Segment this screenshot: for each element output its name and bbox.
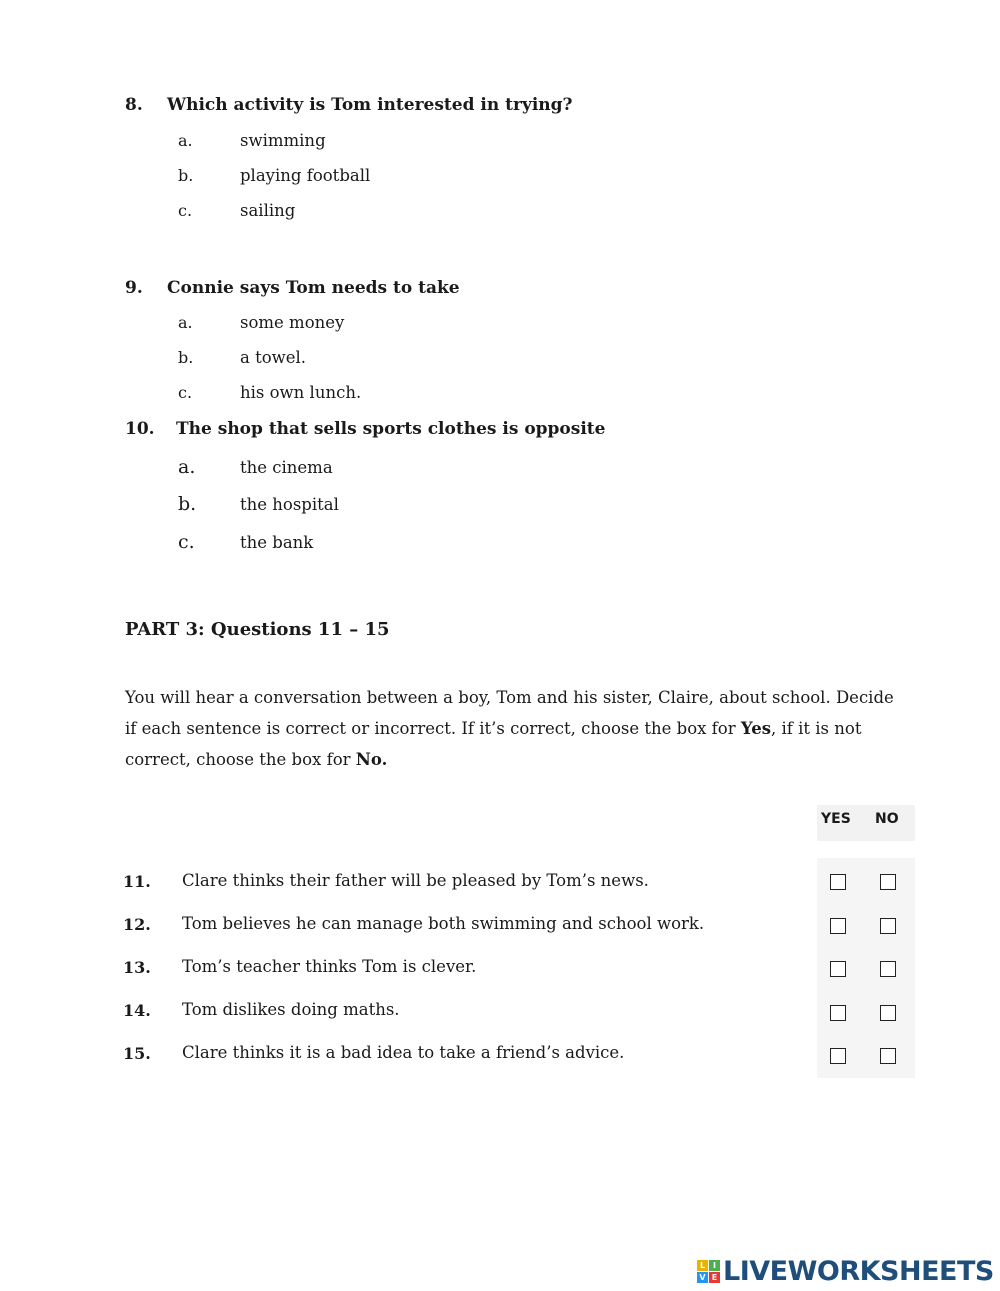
logo-mark-i: I <box>709 1260 720 1271</box>
statement-13-text: Tom’s teacher thinks Tom is clever. <box>182 957 477 976</box>
statement-13-yes-checkbox[interactable] <box>830 961 846 977</box>
question-10-text: The shop that sells sports clothes is opposite <box>176 419 606 439</box>
question-8-text: Which activity is Tom interested in trying? <box>167 95 573 115</box>
instructions-text-1: You will hear a conversation between a boy, Tom and his sister, Claire, about school. Decide if each sentence is correct or incorrect. If it’s correct, choose the box for <box>125 688 894 738</box>
statement-12-no-checkbox[interactable] <box>880 918 896 934</box>
question-9-text: Connie says Tom needs to take <box>167 278 460 298</box>
statement-15-text: Clare thinks it is a bad idea to take a friend’s advice. <box>182 1043 625 1062</box>
statement-11-text: Clare thinks their father will be pleased by Tom’s news. <box>182 871 649 890</box>
statement-13-no-checkbox[interactable] <box>880 961 896 977</box>
statement-15-yes-checkbox[interactable] <box>830 1048 846 1064</box>
liveworksheets-logo <box>697 1256 994 1286</box>
question-9-option-b-letter: b. <box>178 348 194 367</box>
question-10-option-a-letter: a. <box>178 456 196 478</box>
instructions-yes-word: Yes <box>740 719 771 738</box>
question-8-option-a-letter: a. <box>178 131 193 150</box>
no-column-label: NO <box>875 811 899 827</box>
question-10-number: 10. <box>125 419 155 439</box>
logo-mark-e: E <box>709 1272 720 1283</box>
question-9-option-b[interactable]: a towel. <box>240 348 307 367</box>
liveworksheets-logo-text: LIVEWORKSHEETS <box>723 1255 994 1287</box>
statement-15-no-checkbox[interactable] <box>880 1048 896 1064</box>
question-9-option-a[interactable]: some money <box>240 313 345 332</box>
question-10-option-b[interactable]: the hospital <box>240 495 339 514</box>
statement-11-number: 11. <box>123 872 151 891</box>
question-9-number: 9. <box>125 278 143 298</box>
question-10-option-b-letter: b. <box>178 493 197 515</box>
question-8-option-b[interactable]: playing football <box>240 166 371 185</box>
logo-mark-v: V <box>697 1272 708 1283</box>
question-8-number: 8. <box>125 95 143 115</box>
question-10-option-a[interactable]: the cinema <box>240 458 333 477</box>
instructions-text-2: , if it is not correct, choose the box for <box>125 719 862 769</box>
statement-14-yes-checkbox[interactable] <box>830 1005 846 1021</box>
question-8-option-a[interactable]: swimming <box>240 131 326 150</box>
question-9-option-c[interactable]: his own lunch. <box>240 383 362 402</box>
statement-12-yes-checkbox[interactable] <box>830 918 846 934</box>
instructions-no-word: No. <box>355 750 388 769</box>
question-9-option-c-letter: c. <box>178 383 193 402</box>
question-10-option-c[interactable]: the bank <box>240 533 314 552</box>
part3-heading: PART 3: Questions 11 – 15 <box>125 619 390 640</box>
question-10-option-c-letter: c. <box>178 531 195 553</box>
question-8-option-c-letter: c. <box>178 201 193 220</box>
statement-14-text: Tom dislikes doing maths. <box>182 1000 400 1019</box>
logo-mark-l: L <box>697 1260 708 1271</box>
statement-11-no-checkbox[interactable] <box>880 874 896 890</box>
statement-11-yes-checkbox[interactable] <box>830 874 846 890</box>
question-8-option-c[interactable]: sailing <box>240 201 296 220</box>
liveworksheets-logo-icon <box>697 1260 720 1283</box>
yes-column-label: YES <box>821 811 851 827</box>
statement-12-text: Tom believes he can manage both swimming and school work. <box>182 914 705 933</box>
statement-13-number: 13. <box>123 958 151 977</box>
statement-14-no-checkbox[interactable] <box>880 1005 896 1021</box>
statement-15-number: 15. <box>123 1044 151 1063</box>
question-8-option-b-letter: b. <box>178 166 194 185</box>
question-9-option-a-letter: a. <box>178 313 193 332</box>
statement-12-number: 12. <box>123 915 151 934</box>
statement-14-number: 14. <box>123 1001 151 1020</box>
part3-instructions <box>125 682 895 775</box>
